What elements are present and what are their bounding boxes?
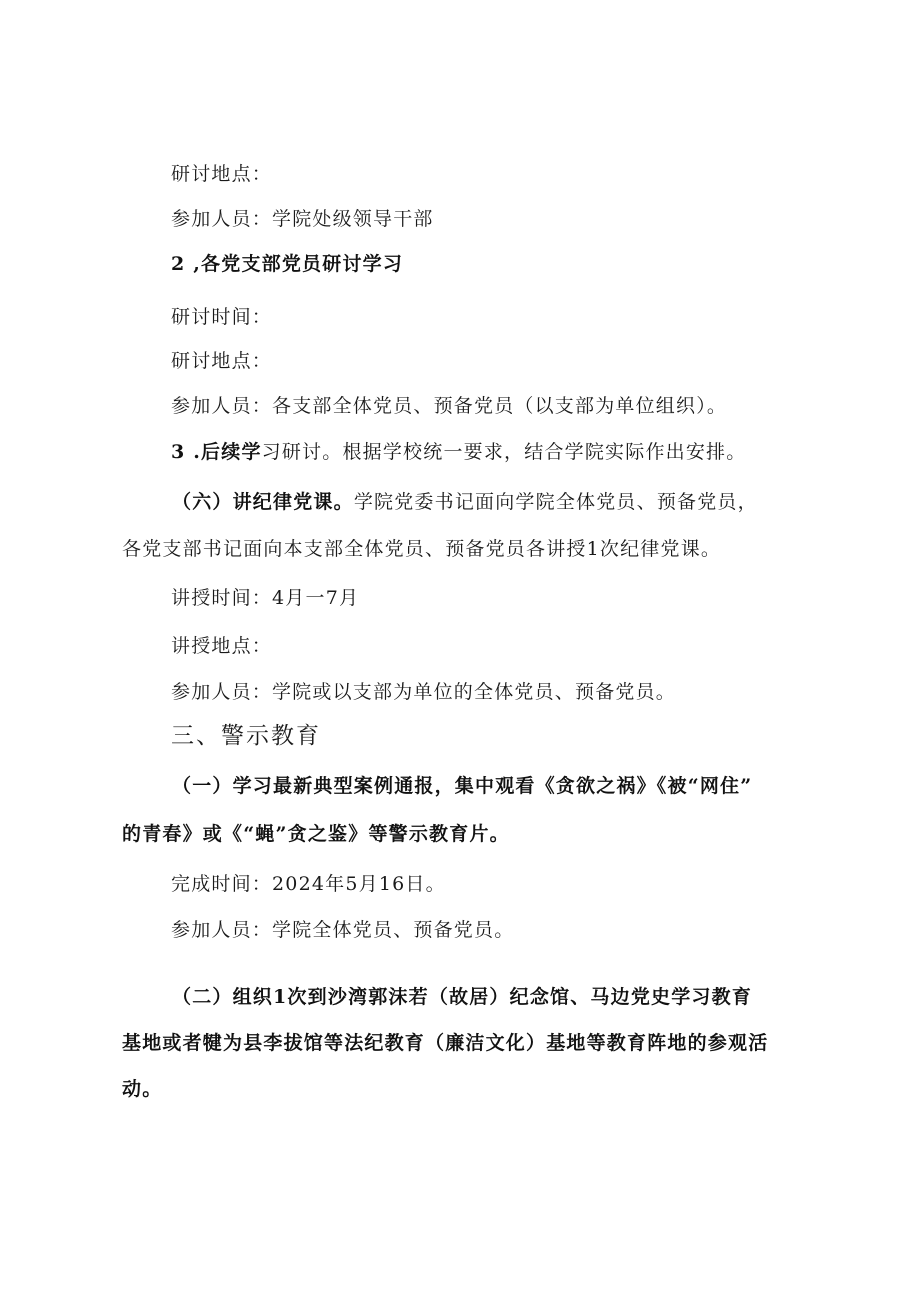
location-line-1: 研讨地点： [171,163,273,185]
completion-time-line: 完成时间：2024年5月16日。 [171,873,446,895]
warning-participants-line: 参加人员：学院全体党员、预备党员。 [171,919,515,941]
participants-line-2: 参加人员：各支部全体党员、预备党员（以支部为单位组织）。 [171,395,728,417]
section-heading-2: 2 ,各党支部党员研讨学习 [171,253,404,275]
followup-line [171,438,746,466]
warning-item-2-line-2: 基地或者犍为县李拔馆等法纪教育（廉洁文化）基地等教育阵地的参观活 [122,1032,769,1054]
lecture-paragraph-line-2: 各党支部书记面向本支部全体党员、预备党员各讲授1次纪律党课。 [122,538,722,560]
lecture-heading: （六）讲纪律党课。 [172,491,354,513]
warning-item-2-line-3: 动。 [122,1078,163,1100]
lecture-location-line: 讲授地点： [171,635,273,657]
warning-item-1-line-1: （一）学习最新典型案例通报，集中观看《贪欲之祸》《被“网住” [172,775,753,797]
section-heading-warning-education: 三、警示教育 [171,723,321,749]
followup-label: 3 .后续学 [171,441,262,463]
lecture-intro: 学院党委书记面向学院全体党员、预备党员， [353,491,758,513]
lecture-participants-line: 参加人员：学院或以支部为单位的全体党员、预备党员。 [171,681,677,703]
followup-text: 习研讨。根据学校统一要求，结合学院实际作出安排。 [261,441,747,463]
location-line-2: 研讨地点： [171,350,273,372]
warning-item-2-line-1: （二）组织1次到沙湾郭沫若（故居）纪念馆、马边党史学习教育 [172,986,753,1008]
lecture-paragraph-line-1 [172,488,758,516]
time-line-2: 研讨时间： [171,306,273,328]
participants-line-1: 参加人员：学院处级领导干部 [171,208,434,230]
lecture-time-line: 讲授时间：4月一7月 [171,587,360,609]
warning-item-1-line-2: 的青春》或《“蝇”贪之鉴》等警示教育片。 [122,823,510,845]
